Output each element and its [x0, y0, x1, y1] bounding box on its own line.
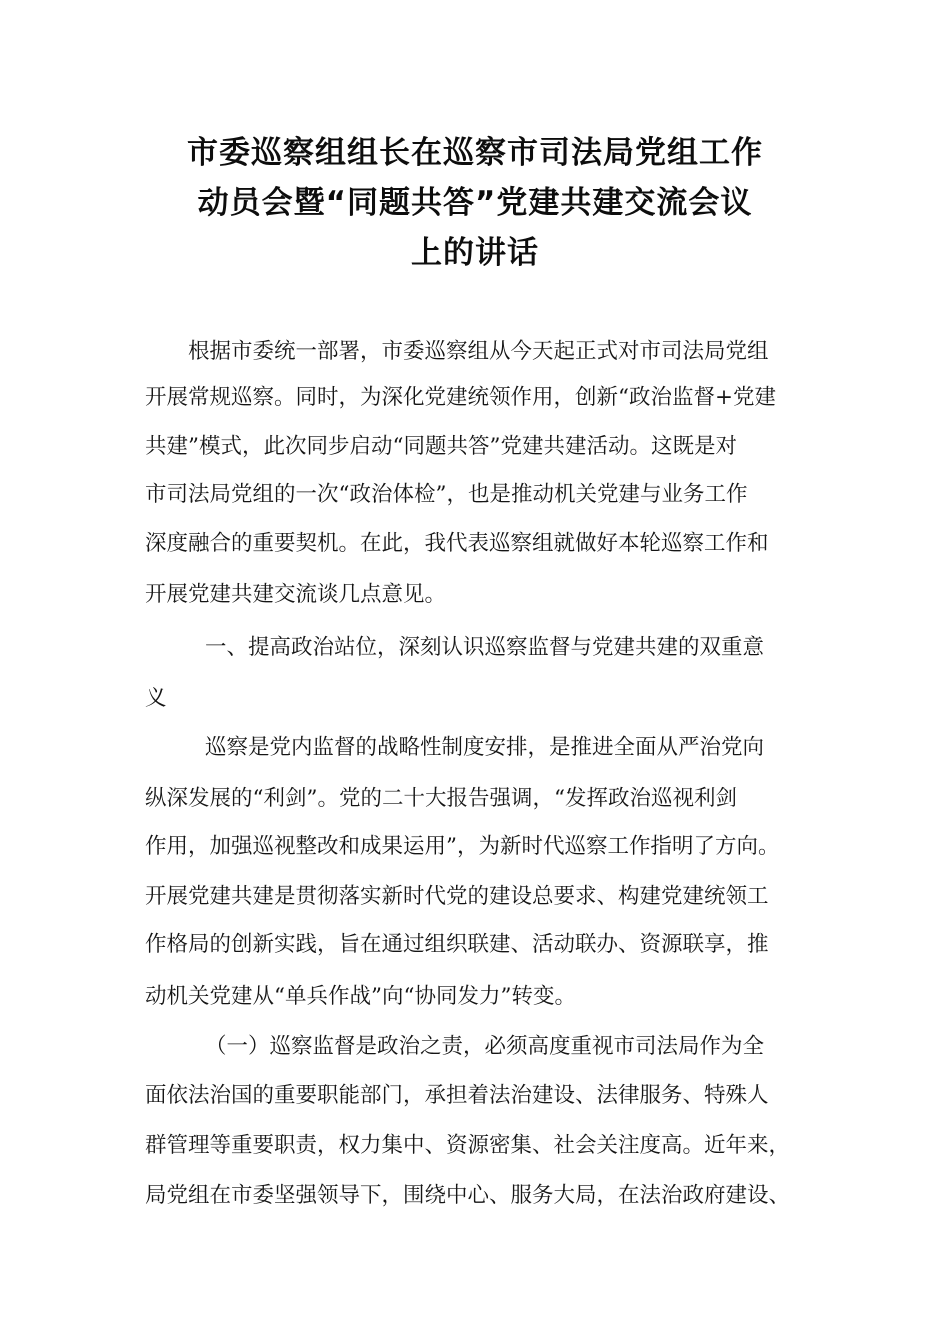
- body-line: 巡察是党内监督的战略性制度安排，是推进全面从严治党向: [205, 735, 765, 760]
- body-line: 根据市委统一部署，市委巡察组从今天起正式对市司法局党组: [188, 339, 769, 364]
- body-line: 开展常规巡察。同时，为深化党建统领作用，创新“政治监督+党建: [145, 385, 777, 410]
- body-line: 开展党建共建是贯彻落实新时代党的建设总要求、构建党建统领工: [145, 884, 769, 909]
- body-line: 开展党建共建交流谈几点意见。: [145, 582, 447, 607]
- body-line: 局党组在市委坚强领导下，围绕中心、服务大局，在法治政府建设、: [145, 1183, 791, 1208]
- title-line-3: 上的讲话: [411, 235, 539, 271]
- title-line-2: 动员会暨“同题共答”党建共建交流会议: [197, 185, 753, 221]
- body-line: 面依法治国的重要职能部门，承担着法治建设、法律服务、特殊人: [145, 1083, 769, 1108]
- subsection-line: （一）巡察监督是政治之责，必须高度重视市司法局作为全: [205, 1034, 765, 1059]
- body-line: 深度融合的重要契机。在此，我代表巡察组就做好本轮巡察工作和: [145, 531, 769, 556]
- body-line: 作用，加强巡视整改和成果运用”，为新时代巡察工作指明了方向。: [145, 834, 780, 859]
- section-heading-line: 义: [145, 686, 167, 711]
- body-line: 群管理等重要职责，权力集中、资源密集、社会关注度高。近年来，: [145, 1133, 791, 1158]
- body-line: 动机关党建从“单兵作战”向“协同发力”转变。: [145, 984, 576, 1009]
- body-line: 作格局的创新实践，旨在通过组织联建、活动联办、资源联享，推: [145, 932, 769, 957]
- body-line: 共建”模式，此次同步启动“同题共答”党建共建活动。这既是对: [145, 434, 737, 459]
- section-heading-line: 一、提高政治站位，深刻认识巡察监督与党建共建的双重意: [205, 635, 765, 660]
- document-title: [120, 128, 830, 278]
- body-line: 纵深发展的“利剑”。党的二十大报告强调，“发挥政治巡视利剑: [145, 786, 737, 811]
- title-line-1: 市委巡察组组长在巡察市司法局党组工作: [187, 135, 763, 171]
- body-line: 市司法局党组的一次“政治体检”，也是推动机关党建与业务工作: [145, 482, 748, 507]
